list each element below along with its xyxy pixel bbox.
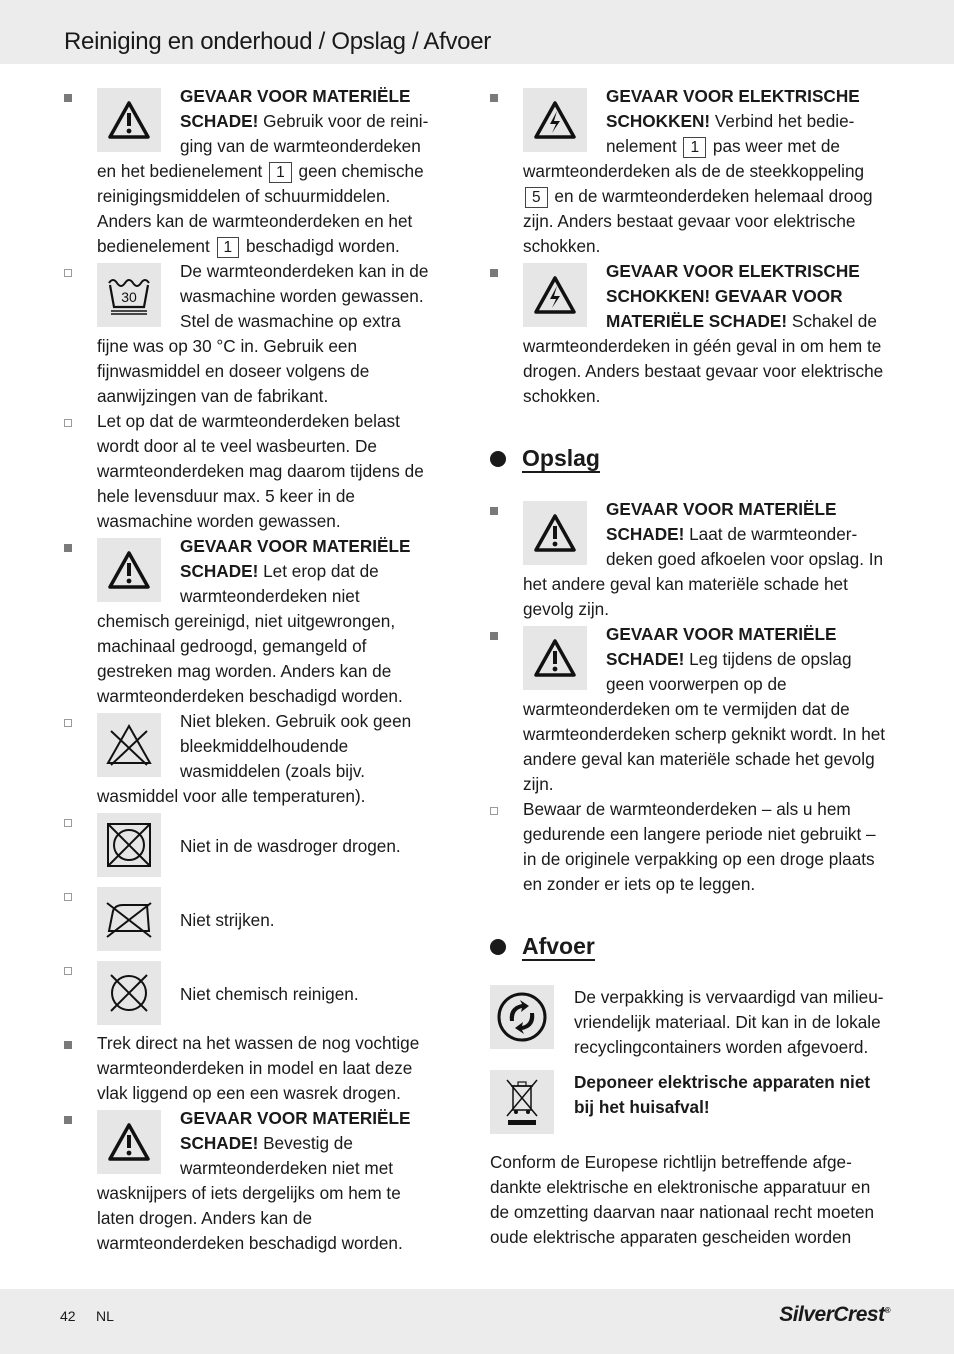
warning-label: GEVAAR VOOR MATERIËLE SCHADE! <box>180 86 411 131</box>
no-tumble-dry-icon <box>97 813 161 877</box>
warning-icon <box>523 501 587 565</box>
list-item: GEVAAR VOOR MATERIËLE SCHADE! Laat de warmteonderdeken goed afkoelen voor opslag. In het andere geval kan materiële schade het gevolg zijn. <box>490 497 890 622</box>
warning-label: GEVAAR VOOR MATERIËLE SCHADE! <box>606 624 837 669</box>
list-item: Niet strijken. <box>64 883 436 957</box>
electric-shock-warning-icon <box>523 88 587 152</box>
bullet <box>490 807 498 815</box>
bullet <box>64 819 72 827</box>
warning-label: GEVAAR VOOR MATERIËLE SCHADE! <box>180 1108 411 1153</box>
heading-bullet <box>490 451 506 467</box>
list-item: 30 De warmteonderdeken kan in de wasmachine worden gewassen. Stel de wasmachine op extra fijne was op 30 °C in. Gebruik een fijnwasmiddel en doseer volgens de aanwijzingen van de fabrikant. <box>64 259 436 409</box>
bullet <box>64 893 72 901</box>
warning-label: GEVAAR VOOR ELEKTRISCHE SCHOKKEN! GEVAAR VOOR MATERIËLE SCHADE! <box>606 261 860 331</box>
part-reference: 1 <box>683 137 706 158</box>
wash-temperature: 30 <box>121 289 137 305</box>
bullet <box>64 967 72 975</box>
page-footer <box>0 1289 954 1354</box>
warning-icon <box>97 88 161 152</box>
warning-label: GEVAAR VOOR MATERIËLE SCHADE! <box>180 536 411 581</box>
language-code: NL <box>96 1308 114 1324</box>
recycling-note: De verpakking is vervaardigd van milieuvriendelijk materiaal. Dit kan in de lokale recyclingcontainers worden afgevoerd. <box>490 985 890 1060</box>
warning-icon <box>97 538 161 602</box>
bullet <box>64 719 72 727</box>
bullet <box>64 544 72 552</box>
list-item: Niet in de wasdroger drogen. <box>64 809 436 883</box>
list-item: GEVAAR VOOR MATERIËLE SCHADE! Let erop dat de warmteonderdeken niet chemisch gereinigd, niet uitgewrongen, machinaal gedroogd, gemangeld of gestreken mag worden. Anders kan de warmteonderdeken beschadigd worden. <box>64 534 436 709</box>
list-item: GEVAAR VOOR MATERIËLE SCHADE! Leg tijdens de opslag geen voorwerpen op de warmteonderdeken om te vermijden dat de warmteonderdeken scherp geknikt wordt. In het andere geval kan materiële schade het gevolg zijn. <box>490 622 890 797</box>
bullet <box>490 269 498 277</box>
list-item: GEVAAR VOOR MATERIËLE SCHADE! Bevestig de warmteonderdeken niet met wasknijpers of iets dergelijks om hem te laten drogen. Anders kan de warmteonderdeken beschadigd worden. <box>64 1106 436 1256</box>
warning-label: GEVAAR VOOR ELEKTRISCHE SCHOKKEN! <box>606 86 860 131</box>
list-item: GEVAAR VOOR ELEKTRISCHE SCHOKKEN! Verbind het bedienelement 1 pas weer met de warmteonderdeken als de de steekkoppeling 5 en de warmteonderdeken helemaal droog zijn. Anders bestaat gevaar voor elektrische schokken. <box>490 84 890 259</box>
section-heading-afvoer: Afvoer <box>490 933 890 961</box>
warning-label: GEVAAR VOOR MATERIËLE SCHADE! <box>606 499 837 544</box>
no-iron-icon <box>97 887 161 951</box>
heading-bullet <box>490 939 506 955</box>
section-heading-opslag: Opslag <box>490 445 890 473</box>
list-item: GEVAAR VOOR ELEKTRISCHE SCHOKKEN! GEVAAR VOOR MATERIËLE SCHADE! Schakel de warmteonderdeken in géén geval in om hem te drogen. Anders bestaat gevaar voor elektrische schokken. <box>490 259 890 409</box>
list-item: Trek direct na het wassen de nog vochtige warmteonderdeken in model en laat deze vlak liggend op een een wasrek drogen. <box>64 1031 436 1106</box>
electric-shock-warning-icon <box>523 263 587 327</box>
no-dry-clean-icon <box>97 961 161 1025</box>
part-reference: 5 <box>525 187 548 208</box>
bullet <box>64 419 72 427</box>
page-number: 42 <box>60 1308 76 1324</box>
left-column <box>64 84 436 1256</box>
no-bleach-icon <box>97 713 161 777</box>
part-reference: 1 <box>217 237 240 258</box>
part-reference: 1 <box>269 162 292 183</box>
weee-paragraph: Conform de Europese richtlijn betreffende afgedankte elektrische en elektronische apparatuur en de omzetting daarvan naar nationaal recht moeten oude elektrische apparaten gescheiden worden <box>490 1152 875 1247</box>
bullet <box>490 94 498 102</box>
bullet <box>490 632 498 640</box>
page-title: Reiniging en onderhoud / Opslag / Afvoer <box>64 28 491 55</box>
brand-logo: SilverCrest® <box>779 1303 890 1326</box>
page-header <box>0 0 954 64</box>
bullet <box>64 1116 72 1124</box>
bullet <box>490 507 498 515</box>
list-item: Bewaar de warmteonderdeken – als u hem gedurende een langere periode niet gebruikt – in de originele verpakking op een droge plaats en zonder er iets op te leggen. <box>490 797 890 897</box>
weee-note: Deponeer elektrische apparaten niet bij het huisafval! <box>490 1070 890 1134</box>
bullet <box>64 1041 72 1049</box>
bullet <box>64 269 72 277</box>
warning-icon <box>523 626 587 690</box>
warning-icon <box>97 1110 161 1174</box>
list-item: Let op dat de warmteonderdeken belast wordt door al te veel wasbeurten. De warmteonderdeken mag daarom tijdens de hele levensduur max. 5 keer in de wasmachine worden gewassen. <box>64 409 436 534</box>
wash-30-icon <box>97 263 161 327</box>
bullet <box>64 94 72 102</box>
list-item: Niet bleken. Gebruik ook geen bleekmiddelhoudende wasmiddelen (zoals bijv. wasmiddel voor alle temperaturen). <box>64 709 436 809</box>
list-item: GEVAAR VOOR MATERIËLE SCHADE! Gebruik voor de reiniging van de warmteonderdeken en het bedienelement 1 geen chemische reinigingsmiddelen of schuurmiddelen. Anders kan de warmteonderdeken en het bedienelement 1 beschadigd worden. <box>64 84 436 259</box>
crossed-bin-icon <box>490 1070 554 1134</box>
list-item: Niet chemisch reinigen. <box>64 957 436 1031</box>
green-dot-recycling-icon <box>490 985 554 1049</box>
right-column <box>490 84 890 1250</box>
